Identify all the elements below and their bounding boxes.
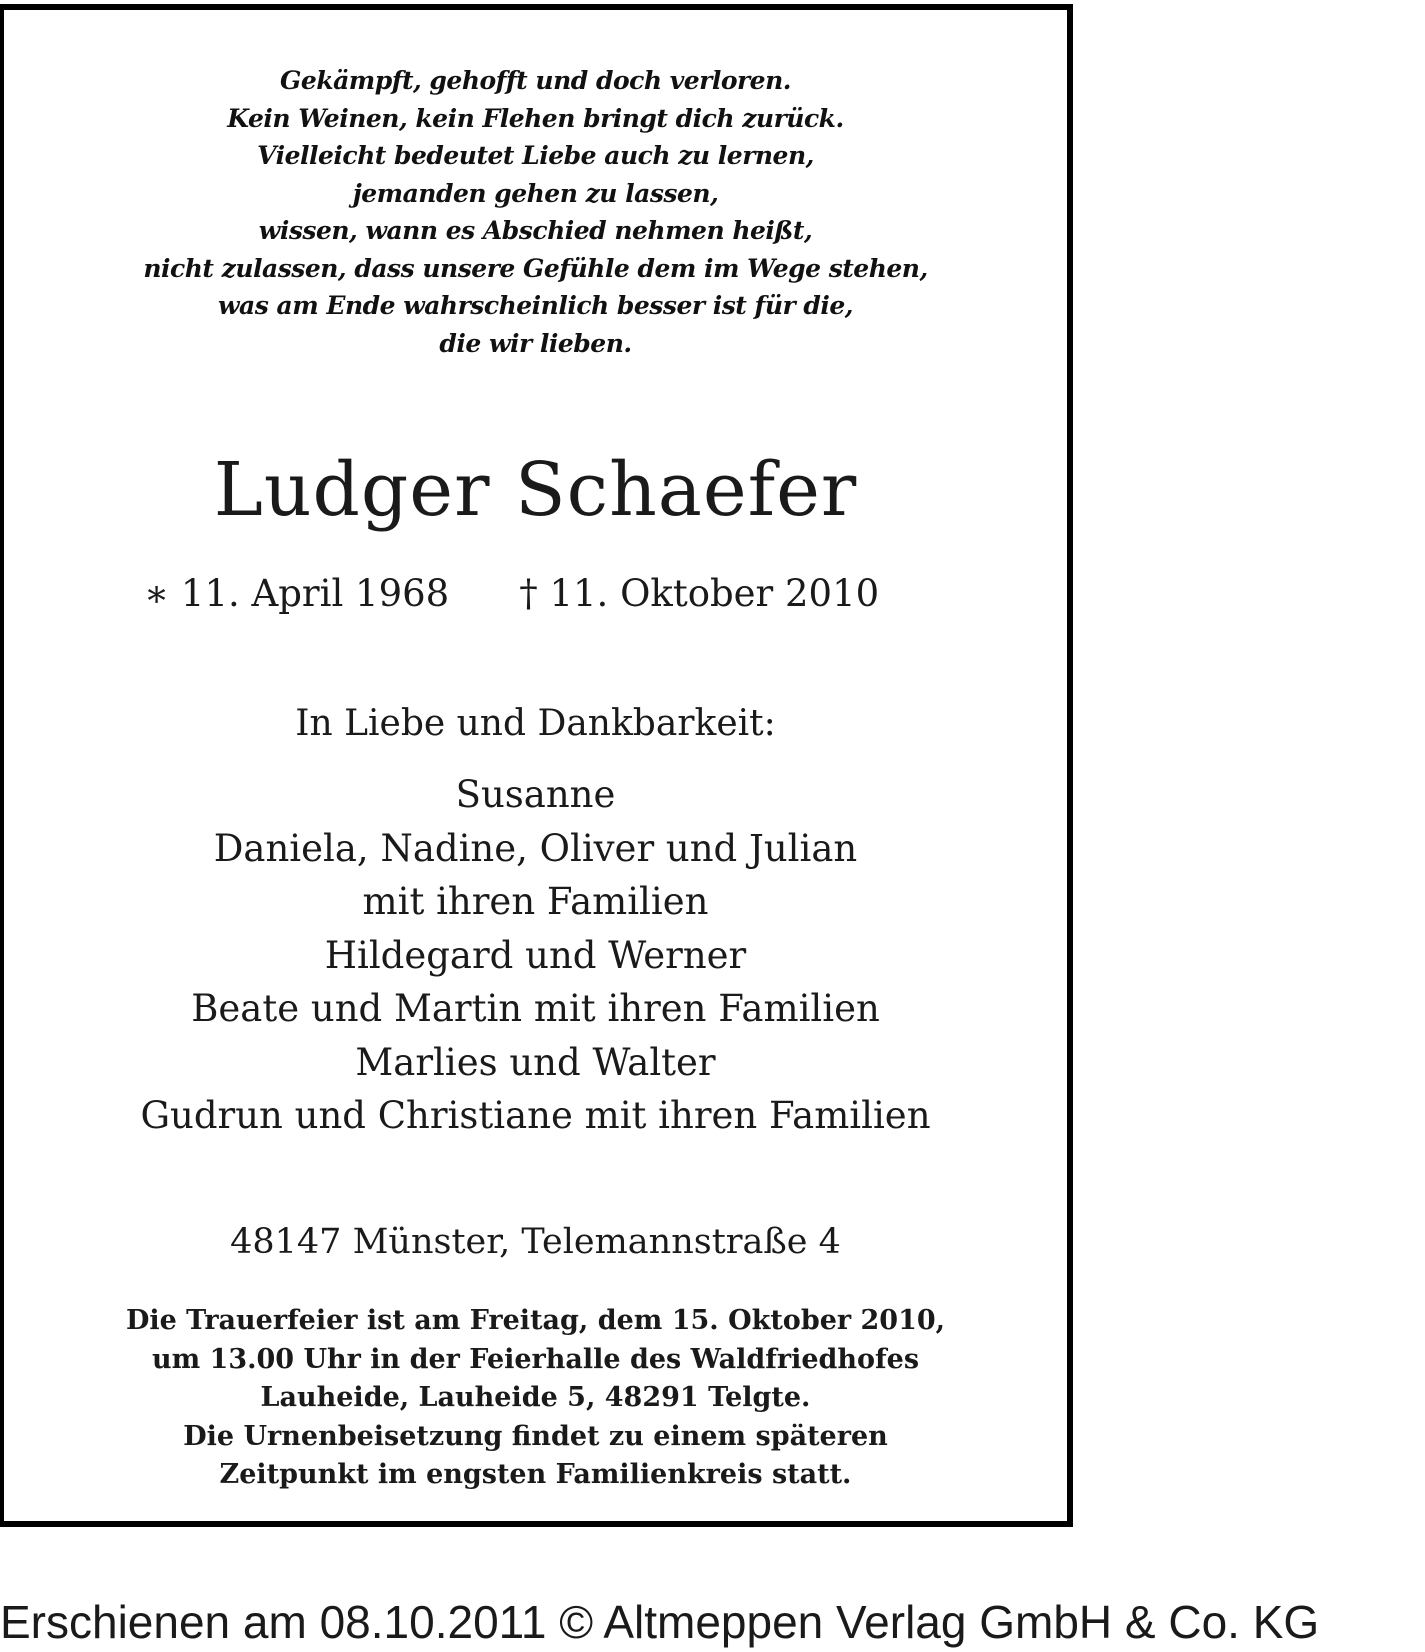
birth-date: ∗ 11. April 1968 xyxy=(144,572,450,615)
thanks-heading: In Liebe und Dankbarkeit: xyxy=(295,703,776,744)
service-line: Die Urnenbeisetzung findet zu einem späteren xyxy=(183,1420,888,1452)
mourner-line: mit ihren Familien xyxy=(362,880,709,923)
mourner-line: Beate und Martin mit ihren Familien xyxy=(191,987,880,1030)
service-line: Zeitpunkt im engsten Familienkreis statt. xyxy=(219,1459,852,1490)
poem-line: was am Ende wahrscheinlich besser ist für die, xyxy=(218,291,853,320)
service-line: Die Trauerfeier ist am Freitag, dem 15. Oktober 2010, xyxy=(125,1305,946,1336)
poem-line: die wir lieben. xyxy=(439,328,632,358)
poem-line: Gekämpft, gehofft und doch verloren. xyxy=(280,66,791,95)
poem-line: wissen, wann es Abschied nehmen heißt, xyxy=(258,216,813,245)
service-line: um 13.00 Uhr in der Feierhalle des Waldfriedhofes xyxy=(151,1343,920,1375)
mourner-line: Hildegard und Werner xyxy=(324,933,747,977)
service-line: Lauheide, Lauheide 5, 48291 Telgte. xyxy=(260,1382,811,1413)
address: 48147 Münster, Telemannstraße 4 xyxy=(230,1222,841,1262)
poem xyxy=(4,62,1067,362)
poem-line: Kein Weinen, kein Flehen bringt dich zurück. xyxy=(227,103,844,133)
poem-line: Vielleicht bedeutet Liebe auch zu lernen, xyxy=(257,141,814,170)
mourner-line: Gudrun und Christiane mit ihren Familien xyxy=(140,1094,931,1137)
death-date: † 11. Oktober 2010 xyxy=(519,572,880,615)
mourner-line: Susanne xyxy=(455,773,616,816)
publication-footer: Erschienen am 08.10.2011 © Altmeppen Verlag GmbH & Co. KG xyxy=(0,1596,1320,1648)
deceased-name: Ludger Schaefer xyxy=(213,447,858,533)
service-info xyxy=(4,1302,1067,1495)
life-dates xyxy=(144,570,944,618)
poem-line: jemanden gehen zu lassen, xyxy=(352,178,719,208)
obituary-notice xyxy=(0,4,1073,1527)
mourner-line: Marlies und Walter xyxy=(355,1040,716,1084)
mourner-line: Daniela, Nadine, Oliver und Julian xyxy=(213,826,858,870)
mourners-list xyxy=(4,768,1067,1143)
poem-line: nicht zulassen, dass unsere Gefühle dem im Wege stehen, xyxy=(143,253,928,283)
